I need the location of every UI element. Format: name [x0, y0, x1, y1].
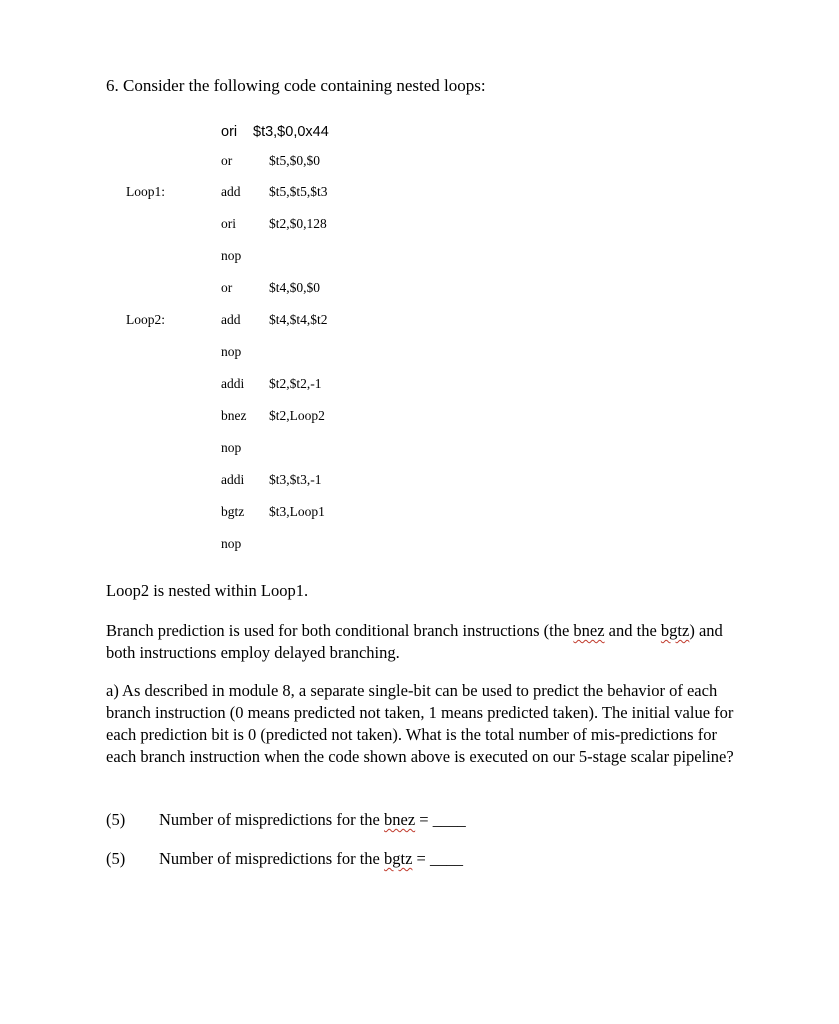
code-line [0, 536, 839, 558]
code-operands: $t5,$0,$0 [269, 153, 321, 168]
instruction-name: bgtz [384, 849, 413, 868]
code-line [0, 184, 839, 206]
code-operands: $t3,Loop1 [269, 504, 325, 519]
code-operands: $t2,$t2,-1 [269, 376, 322, 391]
answer-blank: = ____ [415, 810, 466, 829]
code-opcode: ori [221, 124, 238, 140]
code-opcode: addi [221, 472, 245, 487]
code-operands: $t2,Loop2 [269, 408, 325, 423]
branch-paragraph [106, 620, 746, 664]
code-opcode: nop [221, 536, 242, 551]
code-operands: $t3,$0,0x44 [253, 124, 329, 140]
code-line [0, 440, 839, 462]
code-opcode: bgtz [221, 504, 245, 519]
answer-question [159, 810, 466, 830]
code-line [0, 312, 839, 334]
code-operands: $t5,$t5,$t3 [269, 184, 328, 199]
code-operands: $t2,$0,128 [269, 216, 327, 231]
answer-prefix: Number of mispredictions for the [159, 849, 384, 868]
bnez-spell-flag: bnez [573, 621, 605, 640]
code-line [0, 124, 839, 146]
answer-prefix: Number of mispredictions for the [159, 810, 384, 829]
code-opcode: or [221, 153, 233, 168]
code-line [0, 344, 839, 366]
branch-text-end: ) and both instructions employ delayed branching. [106, 621, 723, 662]
branch-text-start: Branch prediction is used for both conditional branch instructions (the [106, 621, 574, 640]
code-operands: $t4,$0,$0 [269, 280, 321, 295]
code-line [0, 216, 839, 238]
code-operands: $t3,$t3,-1 [269, 472, 322, 487]
code-opcode: nop [221, 248, 242, 263]
code-label: Loop1: [126, 184, 165, 199]
points-label: (5) [106, 849, 126, 868]
code-line [0, 504, 839, 526]
answer-row-bnez [106, 810, 746, 834]
code-opcode: addi [221, 376, 245, 391]
code-opcode: add [221, 184, 241, 199]
code-line [0, 472, 839, 494]
nested-statement: Loop2 is nested within Loop1. [106, 581, 309, 600]
code-opcode: or [221, 280, 233, 295]
answer-blank: = ____ [412, 849, 463, 868]
part-a-paragraph: a) As described in module 8, a separate single-bit can be used to predict the behavior of each branch instruction (0 means predicted not taken, 1 means predicted taken). The initial value for each prediction bit is 0 (predicted not taken). What is the total number of mis-predictions for each branch instruction when the code shown above is executed on our 5-stage scalar pipeline? [106, 681, 734, 766]
code-line [0, 248, 839, 270]
code-opcode: add [221, 312, 241, 327]
answer-row-bgtz [106, 849, 746, 873]
branch-text-mid: and the [604, 621, 661, 640]
code-label: Loop2: [126, 312, 165, 327]
code-operands: $t4,$t4,$t2 [269, 312, 328, 327]
code-line [0, 408, 839, 430]
code-opcode: nop [221, 440, 242, 455]
code-line [0, 280, 839, 302]
question-title: 6. Consider the following code containing nested loops: [106, 76, 486, 95]
instruction-name: bnez [384, 810, 416, 829]
points-label: (5) [106, 810, 126, 829]
bgtz-spell-flag: bgtz [660, 621, 690, 640]
code-line [0, 153, 839, 175]
answer-question [159, 849, 463, 869]
code-opcode: bnez [221, 408, 247, 423]
code-line [0, 376, 839, 398]
code-opcode: nop [221, 344, 242, 359]
code-opcode: ori [221, 216, 236, 231]
